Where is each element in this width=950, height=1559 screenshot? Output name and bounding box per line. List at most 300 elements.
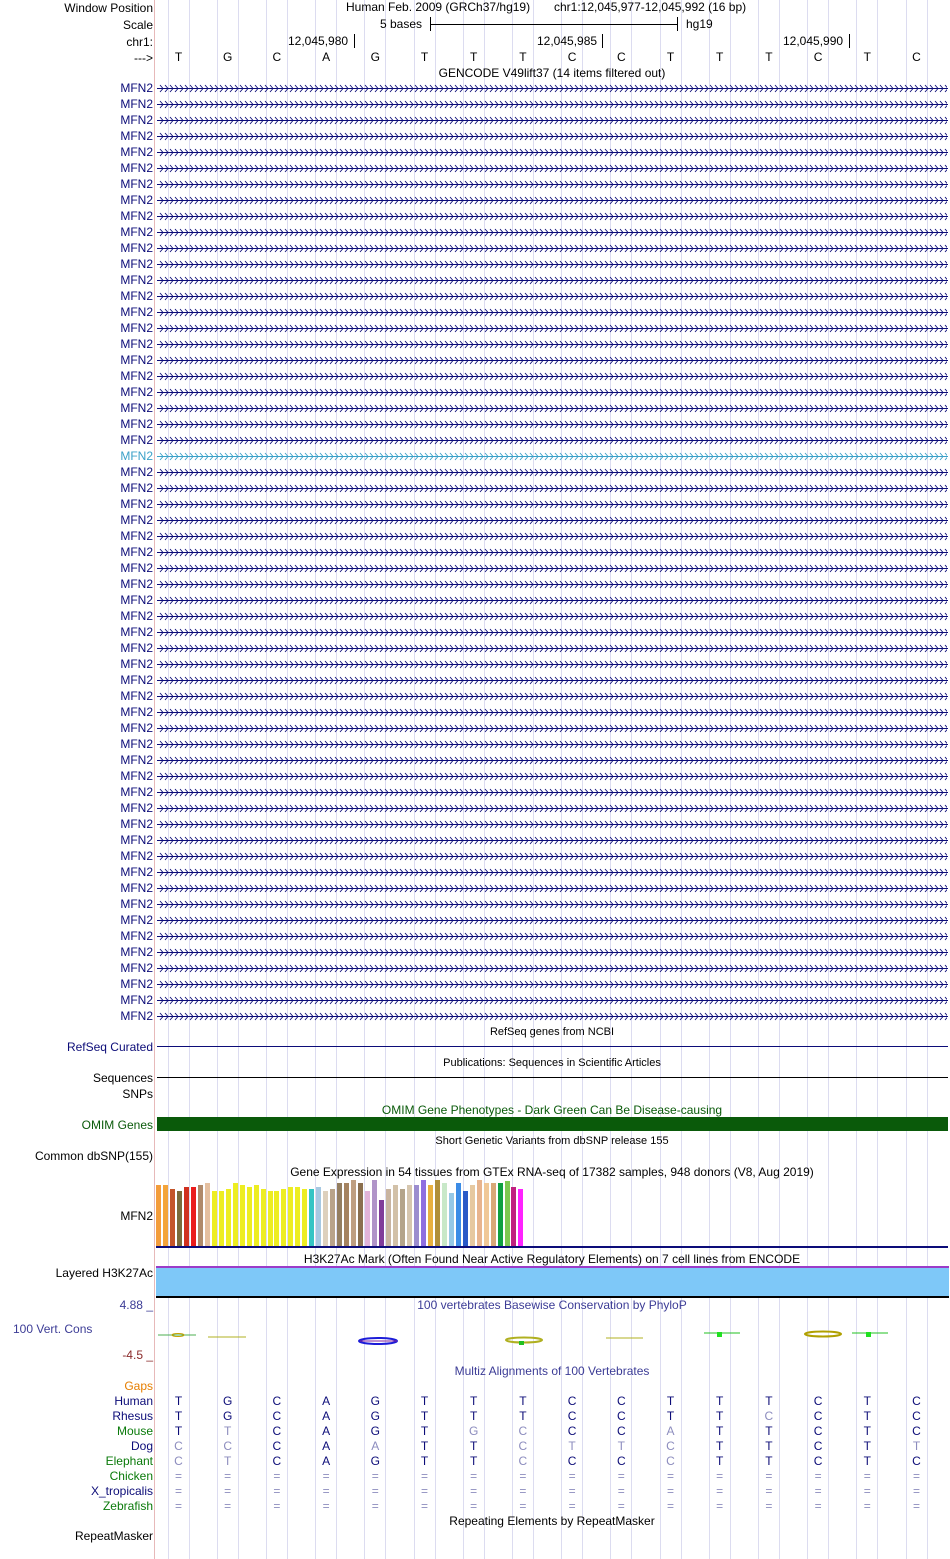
transcript-label[interactable]: MFN2: [120, 945, 153, 959]
gtex-tissue-bar[interactable]: [288, 1187, 293, 1246]
transcript-label[interactable]: MFN2: [120, 305, 153, 319]
gtex-tissue-bar[interactable]: [316, 1187, 321, 1246]
transcript-label[interactable]: MFN2: [120, 225, 153, 239]
gencode-transcript-row[interactable]: [0, 784, 950, 800]
gencode-transcript-row[interactable]: [0, 352, 950, 368]
transcript-label[interactable]: MFN2: [120, 753, 153, 767]
gtex-tissue-bar[interactable]: [351, 1180, 356, 1246]
gtex-tissue-bar[interactable]: [414, 1185, 419, 1246]
gtex-tissue-bar[interactable]: [505, 1181, 510, 1246]
alignment-base: T: [420, 1439, 429, 1453]
species-label[interactable]: Human: [114, 1394, 153, 1408]
species-label[interactable]: Rhesus: [112, 1409, 153, 1423]
h3k27ac-signal[interactable]: [156, 1266, 949, 1298]
scale-bar: [430, 24, 677, 25]
strand-arrows: [157, 640, 947, 656]
alignment-base: =: [519, 1469, 527, 1483]
alignment-base: =: [716, 1499, 724, 1513]
alignment-base: C: [272, 1424, 282, 1438]
gtex-tissue-bar[interactable]: [491, 1183, 496, 1246]
transcript-label[interactable]: MFN2: [120, 257, 153, 271]
gencode-transcript-row[interactable]: [0, 992, 950, 1008]
strand-arrows: [157, 208, 947, 224]
gtex-tissue-bar[interactable]: [163, 1185, 168, 1246]
gtex-tissue-bar[interactable]: [177, 1191, 182, 1246]
gtex-tissue-bar[interactable]: [212, 1191, 217, 1246]
ruler-tick-2: 12,045,985: [537, 34, 598, 48]
transcript-label[interactable]: MFN2: [120, 401, 153, 415]
transcript-label[interactable]: MFN2: [120, 593, 153, 607]
scale-bar-left-tick: [430, 17, 431, 31]
alignment-base: C: [174, 1439, 183, 1453]
transcript-label[interactable]: MFN2: [120, 161, 153, 175]
alignment-base: =: [470, 1469, 478, 1483]
reference-base: T: [765, 50, 773, 64]
transcript-label[interactable]: MFN2: [120, 129, 153, 143]
transcript-label[interactable]: MFN2: [120, 353, 153, 367]
gencode-transcript-row[interactable]: [0, 816, 950, 832]
gencode-transcript-row[interactable]: [0, 96, 950, 112]
gtex-tissue-bar[interactable]: [302, 1189, 307, 1246]
h3k27ac-title: H3K27Ac Mark (Often Found Near Active Regulatory Elements) on 7 cell lines from ENCODE: [303, 1252, 801, 1266]
alignment-base: T: [863, 1424, 871, 1438]
alignment-base: =: [617, 1484, 625, 1498]
alignment-base: T: [420, 1424, 429, 1438]
gencode-transcript-row[interactable]: [0, 288, 950, 304]
alignment-base: A: [322, 1424, 331, 1438]
gencode-transcript-row[interactable]: [0, 928, 950, 944]
gencode-transcript-row[interactable]: [0, 672, 950, 688]
transcript-label[interactable]: MFN2: [120, 801, 153, 815]
transcript-label[interactable]: MFN2: [120, 145, 153, 159]
gtex-tissue-bar[interactable]: [330, 1189, 335, 1246]
dbsnp-label[interactable]: Common dbSNP(155): [34, 1149, 153, 1163]
ruler-mark-2: [602, 34, 603, 48]
strand-arrows: [157, 528, 947, 544]
gtex-tissue-bar[interactable]: [198, 1185, 203, 1246]
gencode-transcript-row[interactable]: [0, 624, 950, 640]
alignment-base: =: [273, 1484, 281, 1498]
assembly-name: Human Feb. 2009 (GRCh37/hg19): [346, 0, 531, 14]
transcript-label[interactable]: MFN2: [120, 625, 153, 639]
transcript-label[interactable]: MFN2: [120, 449, 153, 463]
alignment-base: C: [616, 1394, 626, 1408]
species-label[interactable]: Dog: [130, 1439, 153, 1453]
gtex-tissue-bar[interactable]: [393, 1185, 398, 1246]
transcript-label[interactable]: MFN2: [120, 513, 153, 527]
gtex-tissue-bar[interactable]: [268, 1191, 273, 1246]
gtex-tissue-bar[interactable]: [274, 1191, 279, 1246]
alignment-base: G: [370, 1424, 380, 1438]
strand-arrows: [157, 608, 947, 624]
gencode-transcript-row[interactable]: [0, 656, 950, 672]
gtex-tissue-bar[interactable]: [400, 1189, 405, 1246]
strand-arrows: [157, 352, 947, 368]
species-label[interactable]: Chicken: [109, 1469, 153, 1483]
strand-arrows: [157, 976, 947, 992]
gtex-tissue-bar[interactable]: [170, 1189, 175, 1246]
snps-label[interactable]: SNPs: [122, 1087, 153, 1101]
gtex-tissue-bar[interactable]: [191, 1187, 196, 1246]
gtex-tissue-bar[interactable]: [456, 1183, 461, 1246]
gtex-tissue-bar[interactable]: [156, 1185, 161, 1246]
reference-base: C: [813, 50, 823, 64]
gtex-tissue-bar[interactable]: [281, 1189, 286, 1246]
gtex-tissue-bar[interactable]: [421, 1180, 426, 1246]
gtex-tissue-bar[interactable]: [449, 1193, 454, 1246]
strand-arrows: [157, 560, 947, 576]
omim-gene-feature[interactable]: [157, 1117, 948, 1131]
gtex-tissue-bar[interactable]: [442, 1183, 447, 1246]
transcript-label[interactable]: MFN2: [120, 1009, 153, 1023]
alignment-base: =: [420, 1469, 428, 1483]
alignment-base: =: [666, 1484, 674, 1498]
gtex-tissue-bar[interactable]: [247, 1187, 252, 1246]
alignment-base: G: [223, 1409, 233, 1423]
species-label[interactable]: Mouse: [116, 1424, 153, 1438]
gencode-transcript-row[interactable]: [0, 544, 950, 560]
transcript-label[interactable]: MFN2: [120, 881, 153, 895]
alignment-base: =: [617, 1469, 625, 1483]
transcript-label[interactable]: MFN2: [120, 433, 153, 447]
gencode-transcript-row[interactable]: [0, 432, 950, 448]
chrom-label: chr1:: [126, 35, 153, 49]
gencode-transcript-row[interactable]: [0, 720, 950, 736]
gencode-transcript-row[interactable]: [0, 128, 950, 144]
strand-arrows: [157, 96, 947, 112]
strand-arrows: [157, 496, 947, 512]
alignment-base: C: [567, 1409, 577, 1423]
gtex-tissue-bar[interactable]: [219, 1191, 224, 1246]
gencode-transcript-row[interactable]: [0, 880, 950, 896]
gencode-transcript-row[interactable]: [0, 592, 950, 608]
gencode-transcript-row[interactable]: [0, 320, 950, 336]
reference-base: C: [567, 50, 577, 64]
gencode-transcript-row[interactable]: [0, 608, 950, 624]
gencode-transcript-row[interactable]: [0, 80, 950, 96]
alignment-base: C: [764, 1409, 774, 1423]
gtex-tissue-bar[interactable]: [337, 1183, 342, 1246]
alignment-base: =: [568, 1499, 576, 1513]
repeatmasker-title: Repeating Elements by RepeatMasker: [449, 1514, 655, 1528]
gtex-tissue-bar[interactable]: [365, 1191, 370, 1246]
alignment-base: C: [272, 1454, 282, 1468]
alignment-base: G: [370, 1394, 380, 1408]
strand-arrows: [157, 112, 947, 128]
gencode-transcript-row[interactable]: [0, 944, 950, 960]
gencode-transcript-row[interactable]: [0, 464, 950, 480]
alignment-base: =: [666, 1469, 674, 1483]
transcript-label[interactable]: MFN2: [120, 769, 153, 783]
alignment-base: C: [616, 1454, 626, 1468]
alignment-base: =: [420, 1484, 428, 1498]
refseq-title: RefSeq genes from NCBI: [489, 1026, 615, 1038]
transcript-label[interactable]: MFN2: [120, 177, 153, 191]
alignment-base: C: [272, 1439, 282, 1453]
strand-arrows: [157, 896, 947, 912]
transcript-label[interactable]: MFN2: [120, 785, 153, 799]
gencode-transcript-row[interactable]: [0, 208, 950, 224]
transcript-label[interactable]: MFN2: [120, 817, 153, 831]
transcript-label[interactable]: MFN2: [120, 961, 153, 975]
alignment-base: C: [813, 1439, 823, 1453]
transcript-label[interactable]: MFN2: [120, 81, 153, 95]
gtex-gene-line: [156, 1246, 948, 1248]
alignment-base: C: [272, 1394, 282, 1408]
gencode-transcript-row[interactable]: [0, 240, 950, 256]
alignment-base: =: [568, 1484, 576, 1498]
alignment-base: T: [470, 1454, 478, 1468]
alignment-base: T: [716, 1439, 724, 1453]
gencode-transcript-row[interactable]: [0, 576, 950, 592]
transcript-label[interactable]: MFN2: [120, 241, 153, 255]
strand-arrows: [157, 288, 947, 304]
alignment-base: =: [912, 1484, 920, 1498]
transcript-label[interactable]: MFN2: [120, 289, 153, 303]
gencode-transcript-row[interactable]: [0, 704, 950, 720]
gtex-tissue-bar[interactable]: [463, 1191, 468, 1246]
strand-arrows: [157, 960, 947, 976]
gencode-transcript-row[interactable]: [0, 736, 950, 752]
strand-arrows: [157, 768, 947, 784]
transcript-label[interactable]: MFN2: [120, 833, 153, 847]
phylop-mark-1: [158, 1334, 196, 1337]
gtex-tissue-bar[interactable]: [358, 1183, 363, 1246]
gtex-tissue-bar[interactable]: [498, 1183, 503, 1246]
alignment-base: G: [223, 1394, 233, 1408]
transcript-label[interactable]: MFN2: [120, 673, 153, 687]
transcript-label[interactable]: MFN2: [120, 193, 153, 207]
strand-arrows: [157, 912, 947, 928]
gtex-tissue-bar[interactable]: [295, 1187, 300, 1246]
gencode-transcript-row[interactable]: [0, 1008, 950, 1024]
gtex-tissue-bar[interactable]: [309, 1189, 314, 1246]
strand-arrows: [157, 512, 947, 528]
alignment-base: =: [912, 1499, 920, 1513]
transcript-label[interactable]: MFN2: [120, 529, 153, 543]
phylop-mark-7: [805, 1332, 841, 1337]
gencode-transcript-row[interactable]: [0, 448, 950, 464]
gencode-transcript-row[interactable]: [0, 272, 950, 288]
transcript-label[interactable]: MFN2: [120, 865, 153, 879]
reference-base: T: [716, 50, 724, 64]
gencode-transcript-row[interactable]: [0, 976, 950, 992]
transcript-label[interactable]: MFN2: [120, 609, 153, 623]
gencode-transcript-row[interactable]: [0, 400, 950, 416]
gencode-transcript-row[interactable]: [0, 336, 950, 352]
gencode-transcript-row[interactable]: [0, 768, 950, 784]
gtex-tissue-bar[interactable]: [254, 1185, 259, 1246]
reference-base: C: [912, 50, 921, 64]
alignment-base: C: [518, 1439, 528, 1453]
strand-arrows: [157, 944, 947, 960]
scale-text: 5 bases: [380, 17, 423, 31]
gtex-tissue-bar[interactable]: [407, 1185, 412, 1246]
strand-arrows: [157, 400, 947, 416]
gencode-transcript-row[interactable]: [0, 800, 950, 816]
gtex-tissue-bar[interactable]: [518, 1189, 523, 1246]
gtex-tissue-bar[interactable]: [344, 1183, 349, 1246]
alignment-base: C: [518, 1454, 528, 1468]
alignment-base: =: [765, 1484, 773, 1498]
alignment-base: T: [666, 1409, 675, 1423]
transcript-label[interactable]: MFN2: [120, 657, 153, 671]
alignment-base: T: [224, 1454, 232, 1468]
omim-title: OMIM Gene Phenotypes - Dark Green Can Be Disease-causing: [381, 1103, 723, 1117]
transcript-label[interactable]: MFN2: [120, 321, 153, 335]
strand-arrows: [157, 304, 947, 320]
dbsnp-title: Short Genetic Variants from dbSNP release 155: [435, 1135, 669, 1147]
transcript-label[interactable]: MFN2: [120, 929, 153, 943]
refseq-gene-feature[interactable]: [157, 1046, 948, 1047]
gtex-tissue-bar[interactable]: [184, 1187, 189, 1246]
transcript-label[interactable]: MFN2: [120, 545, 153, 559]
gtex-title: Gene Expression in 54 tissues from GTEx RNA-seq of 17382 samples, 948 donors (V8, Aug 2019): [290, 1165, 814, 1179]
gtex-tissue-bar[interactable]: [323, 1191, 328, 1246]
alignment-base: C: [518, 1424, 528, 1438]
gencode-transcript-row[interactable]: [0, 112, 950, 128]
strand-arrows: [157, 176, 947, 192]
gencode-transcript-row[interactable]: [0, 960, 950, 976]
strand-arrows: [157, 880, 947, 896]
gencode-transcript-row[interactable]: [0, 848, 950, 864]
transcript-label[interactable]: MFN2: [120, 897, 153, 911]
gencode-transcript-row[interactable]: [0, 752, 950, 768]
gtex-tissue-bar[interactable]: [477, 1180, 482, 1246]
gencode-transcript-row[interactable]: [0, 368, 950, 384]
gencode-transcript-row[interactable]: [0, 688, 950, 704]
transcript-label[interactable]: MFN2: [120, 209, 153, 223]
strand-arrows: [157, 128, 947, 144]
alignment-base: =: [470, 1484, 478, 1498]
gtex-tissue-bar[interactable]: [511, 1187, 516, 1246]
transcript-label[interactable]: MFN2: [120, 465, 153, 479]
transcript-label[interactable]: MFN2: [120, 993, 153, 1007]
gtex-label[interactable]: MFN2: [120, 1209, 153, 1223]
alignment-base: T: [666, 1394, 675, 1408]
transcript-label[interactable]: MFN2: [120, 369, 153, 383]
gencode-transcript-row[interactable]: [0, 528, 950, 544]
phylop-max: 4.88 _: [119, 1298, 153, 1312]
transcript-label[interactable]: MFN2: [120, 913, 153, 927]
gtex-tissue-bar[interactable]: [205, 1183, 210, 1246]
gencode-transcript-row[interactable]: [0, 512, 950, 528]
h3k27ac-label[interactable]: Layered H3K27Ac: [55, 1266, 153, 1280]
gtex-tissue-bar[interactable]: [428, 1185, 433, 1246]
transcript-label[interactable]: MFN2: [120, 737, 153, 751]
transcript-label[interactable]: MFN2: [120, 721, 153, 735]
gencode-transcript-row[interactable]: [0, 416, 950, 432]
gencode-transcript-row[interactable]: [0, 176, 950, 192]
alignment-base: A: [322, 1394, 331, 1408]
gencode-transcript-row[interactable]: [0, 832, 950, 848]
transcript-label[interactable]: MFN2: [120, 689, 153, 703]
transcript-label[interactable]: MFN2: [120, 497, 153, 511]
strand-arrows: [157, 224, 947, 240]
transcript-label[interactable]: MFN2: [120, 481, 153, 495]
transcript-label[interactable]: MFN2: [120, 641, 153, 655]
gtex-tissue-bar[interactable]: [261, 1189, 266, 1246]
transcript-label[interactable]: MFN2: [120, 705, 153, 719]
transcript-label[interactable]: MFN2: [120, 385, 153, 399]
gtex-tissue-bar[interactable]: [372, 1180, 377, 1246]
gencode-transcript-row[interactable]: [0, 912, 950, 928]
alignment-base: =: [814, 1484, 822, 1498]
gtex-tissue-bar[interactable]: [233, 1183, 238, 1246]
transcript-label[interactable]: MFN2: [120, 849, 153, 863]
alignment-base: A: [322, 1454, 331, 1468]
alignment-base: C: [813, 1454, 823, 1468]
alignment-base: =: [863, 1499, 871, 1513]
alignment-base: T: [174, 1409, 183, 1423]
alignment-base: =: [174, 1499, 182, 1513]
alignment-base: T: [716, 1394, 724, 1408]
repeatmasker-label[interactable]: RepeatMasker: [74, 1529, 153, 1543]
ruler-mark-1: [354, 34, 355, 48]
pubs-feature[interactable]: [157, 1077, 948, 1078]
transcript-label[interactable]: MFN2: [120, 97, 153, 111]
gencode-transcript-row[interactable]: [0, 864, 950, 880]
alignment-base: T: [420, 1394, 429, 1408]
phylop-label[interactable]: 100 Vert. Cons: [13, 1322, 93, 1336]
gencode-transcript-row[interactable]: [0, 480, 950, 496]
gencode-transcript-row[interactable]: [0, 144, 950, 160]
gencode-transcript-row[interactable]: [0, 224, 950, 240]
gtex-tissue-bar[interactable]: [484, 1183, 489, 1246]
alignment-base: =: [617, 1499, 625, 1513]
gtex-tissue-bar[interactable]: [386, 1189, 391, 1246]
phylop-signal[interactable]: [0, 1320, 950, 1350]
refseq-label[interactable]: RefSeq Curated: [66, 1040, 153, 1054]
alignment-base: =: [174, 1469, 182, 1483]
species-label[interactable]: Elephant: [105, 1454, 153, 1468]
alignment-base: =: [371, 1499, 379, 1513]
species-label[interactable]: Zebrafish: [102, 1499, 153, 1513]
transcript-label[interactable]: MFN2: [120, 577, 153, 591]
reference-base: T: [174, 50, 183, 64]
transcript-label[interactable]: MFN2: [120, 977, 153, 991]
reference-base: T: [666, 50, 675, 64]
gencode-transcript-row[interactable]: [0, 896, 950, 912]
gencode-transcript-row[interactable]: [0, 304, 950, 320]
gtex-tissue-bar[interactable]: [435, 1180, 440, 1246]
gencode-transcript-row[interactable]: [0, 384, 950, 400]
gtex-tissue-bar[interactable]: [240, 1185, 245, 1246]
alignment-base: G: [370, 1454, 380, 1468]
gencode-transcript-row[interactable]: [0, 192, 950, 208]
strand-arrows: [157, 736, 947, 752]
gencode-transcript-row[interactable]: [0, 160, 950, 176]
gtex-tissue-bar[interactable]: [226, 1189, 231, 1246]
transcript-label[interactable]: MFN2: [120, 417, 153, 431]
gtex-tissue-bar[interactable]: [379, 1200, 384, 1246]
omim-label[interactable]: OMIM Genes: [81, 1118, 153, 1132]
gencode-transcript-row[interactable]: [0, 496, 950, 512]
gencode-transcript-row[interactable]: [0, 560, 950, 576]
species-label[interactable]: X_tropicalis: [90, 1484, 153, 1498]
transcript-label[interactable]: MFN2: [120, 337, 153, 351]
pubs-label[interactable]: Sequences: [92, 1071, 153, 1085]
alignment-base: T: [863, 1409, 871, 1423]
transcript-label[interactable]: MFN2: [120, 273, 153, 287]
gencode-transcript-row[interactable]: [0, 256, 950, 272]
gaps-label[interactable]: Gaps: [124, 1379, 153, 1393]
gencode-transcript-row[interactable]: [0, 640, 950, 656]
transcript-label[interactable]: MFN2: [120, 113, 153, 127]
transcript-label[interactable]: MFN2: [120, 561, 153, 575]
strand-arrows: [157, 432, 947, 448]
gtex-tissue-bar[interactable]: [470, 1185, 475, 1246]
